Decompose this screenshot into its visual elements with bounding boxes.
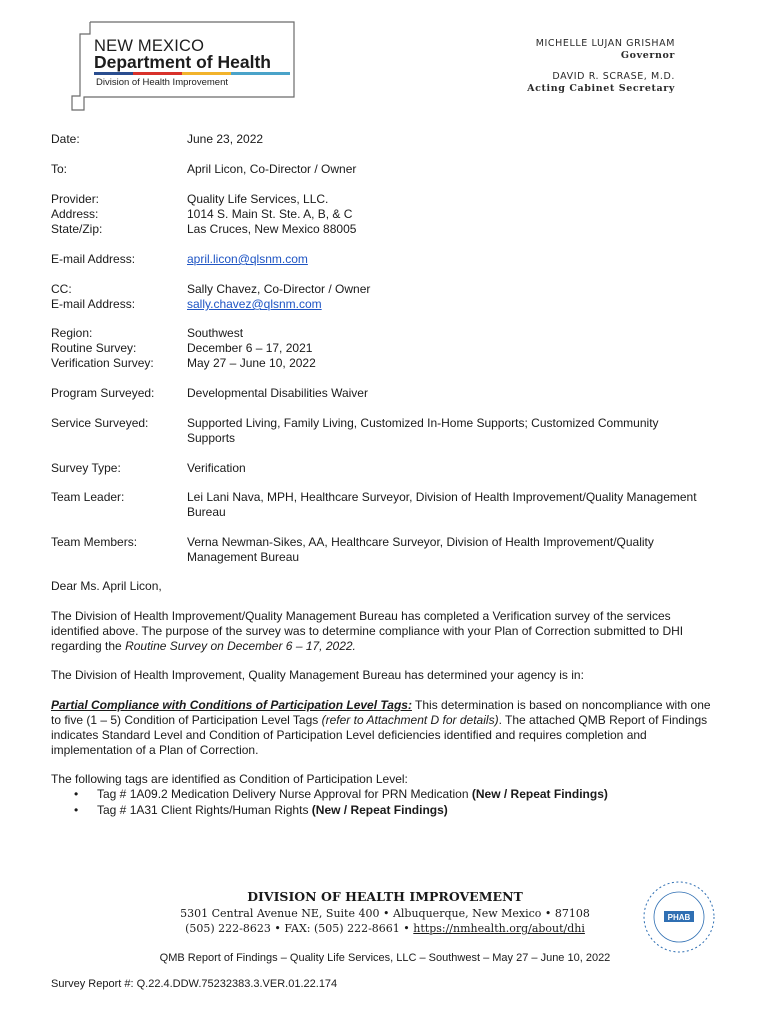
cc-email-link[interactable]: sally.chavez@qlsnm.com [187,297,322,311]
secretary-name: DAVID R. SCRASE, M.D. [552,71,675,82]
to-label: To: [51,162,68,176]
footer-contact: (505) 222-8623 • FAX: (505) 222-8661 • https://nmhealth.org/about/dhi [185,922,585,935]
provider-labels: Provider: Address: State/Zip: [51,192,103,236]
logo-line-new-mexico: NEW MEXICO [94,37,205,55]
email-label: E-mail Address: [51,252,136,266]
survey-type-label: Survey Type: [51,461,121,475]
report-footer-line: QMB Report of Findings – Quality Life Services, LLC – Southwest – May 27 – June 10, 2022 [159,952,611,964]
cc-labels: CC: E-mail Address: [51,282,136,311]
secretary-title: Acting Cabinet Secretary [527,83,675,94]
footer-address: 5301 Central Avenue NE, Suite 400 • Albuquerque, New Mexico • 87108 [180,907,590,920]
logo-color-bar [94,72,290,75]
program-label: Program Surveyed: [51,386,155,400]
paragraph-partial-compliance: Partial Compliance with Conditions of Participation Level Tags: This determination is based on noncompliance with one to five (1 – 5) Condition of Participation Level Tags (refer to Attachment D for details). The attached QMB Report of Findings indicates Standard Level and Condition of Participation Level deficiencies identified and requires completion and implementation of a Plan of Correction. [51,698,711,757]
svg-text:PHAB: PHAB [667,913,691,922]
service-value: Supported Living, Family Living, Customized In-Home Supports; Customized Community Supports [187,416,659,445]
salutation: Dear Ms. April Licon, [51,579,162,593]
to-value: April Licon, Co-Director / Owner [187,162,357,176]
program-value: Developmental Disabilities Waiver [187,386,368,400]
team-members-label: Team Members: [51,535,138,549]
survey-report-number: Survey Report #: Q.22.4.DDW.75232383.3.VER.01.22.174 [51,978,338,990]
provider-values: Quality Life Services, LLC. 1014 S. Main St. Ste. A, B, & C Las Cruces, New Mexico 88005 [187,192,357,236]
team-leader-label: Team Leader: [51,490,125,504]
bullet-glyph: • [74,803,79,817]
phab-accreditation-seal-icon [642,880,716,954]
governor-title: Governor [620,50,675,61]
paragraph-survey-purpose: The Division of Health Improvement/Quality Management Bureau has completed a Verification survey of the services identified above. The purpose of the survey was to determine compliance with your Plan of Correction submitted to DHI regarding the Routine Survey on December 6 – 17, 2022. [51,609,684,653]
logo-line-department: Department of Health [94,52,271,72]
team-leader-value: Lei Lani Nava, MPH, Healthcare Surveyor, Division of Health Improvement/Quality Management Bureau [187,490,697,519]
survey-type-value: Verification [187,461,246,475]
governor-name: MICHELLE LUJAN GRISHAM [535,38,675,49]
paragraph-determination: The Division of Health Improvement, Quality Management Bureau has determined your agency is in: [51,668,584,682]
date-value: June 23, 2022 [187,132,264,146]
footer-title: DIVISION OF HEALTH IMPROVEMENT [247,889,523,904]
team-members-value: Verna Newman-Sikes, AA, Healthcare Surveyor, Division of Health Improvement/Quality Management Bureau [187,535,654,564]
provider-email-link[interactable]: april.licon@qlsnm.com [187,252,308,266]
cc-name: Sally Chavez, Co-Director / Owner [187,282,371,296]
paragraph-tags-intro: The following tags are identified as Condition of Participation Level: [51,772,408,786]
logo-line-division: Division of Health Improvement [96,77,228,88]
region-labels: Region: Routine Survey: Verification Survey: [51,326,154,370]
service-label: Service Surveyed: [51,416,149,430]
date-label: Date: [51,132,80,146]
bullet-glyph: • [74,787,79,801]
dhi-website-link[interactable]: https://nmhealth.org/about/dhi [413,922,585,935]
region-values: Southwest December 6 – 17, 2021 May 27 – June 10, 2022 [187,326,316,370]
